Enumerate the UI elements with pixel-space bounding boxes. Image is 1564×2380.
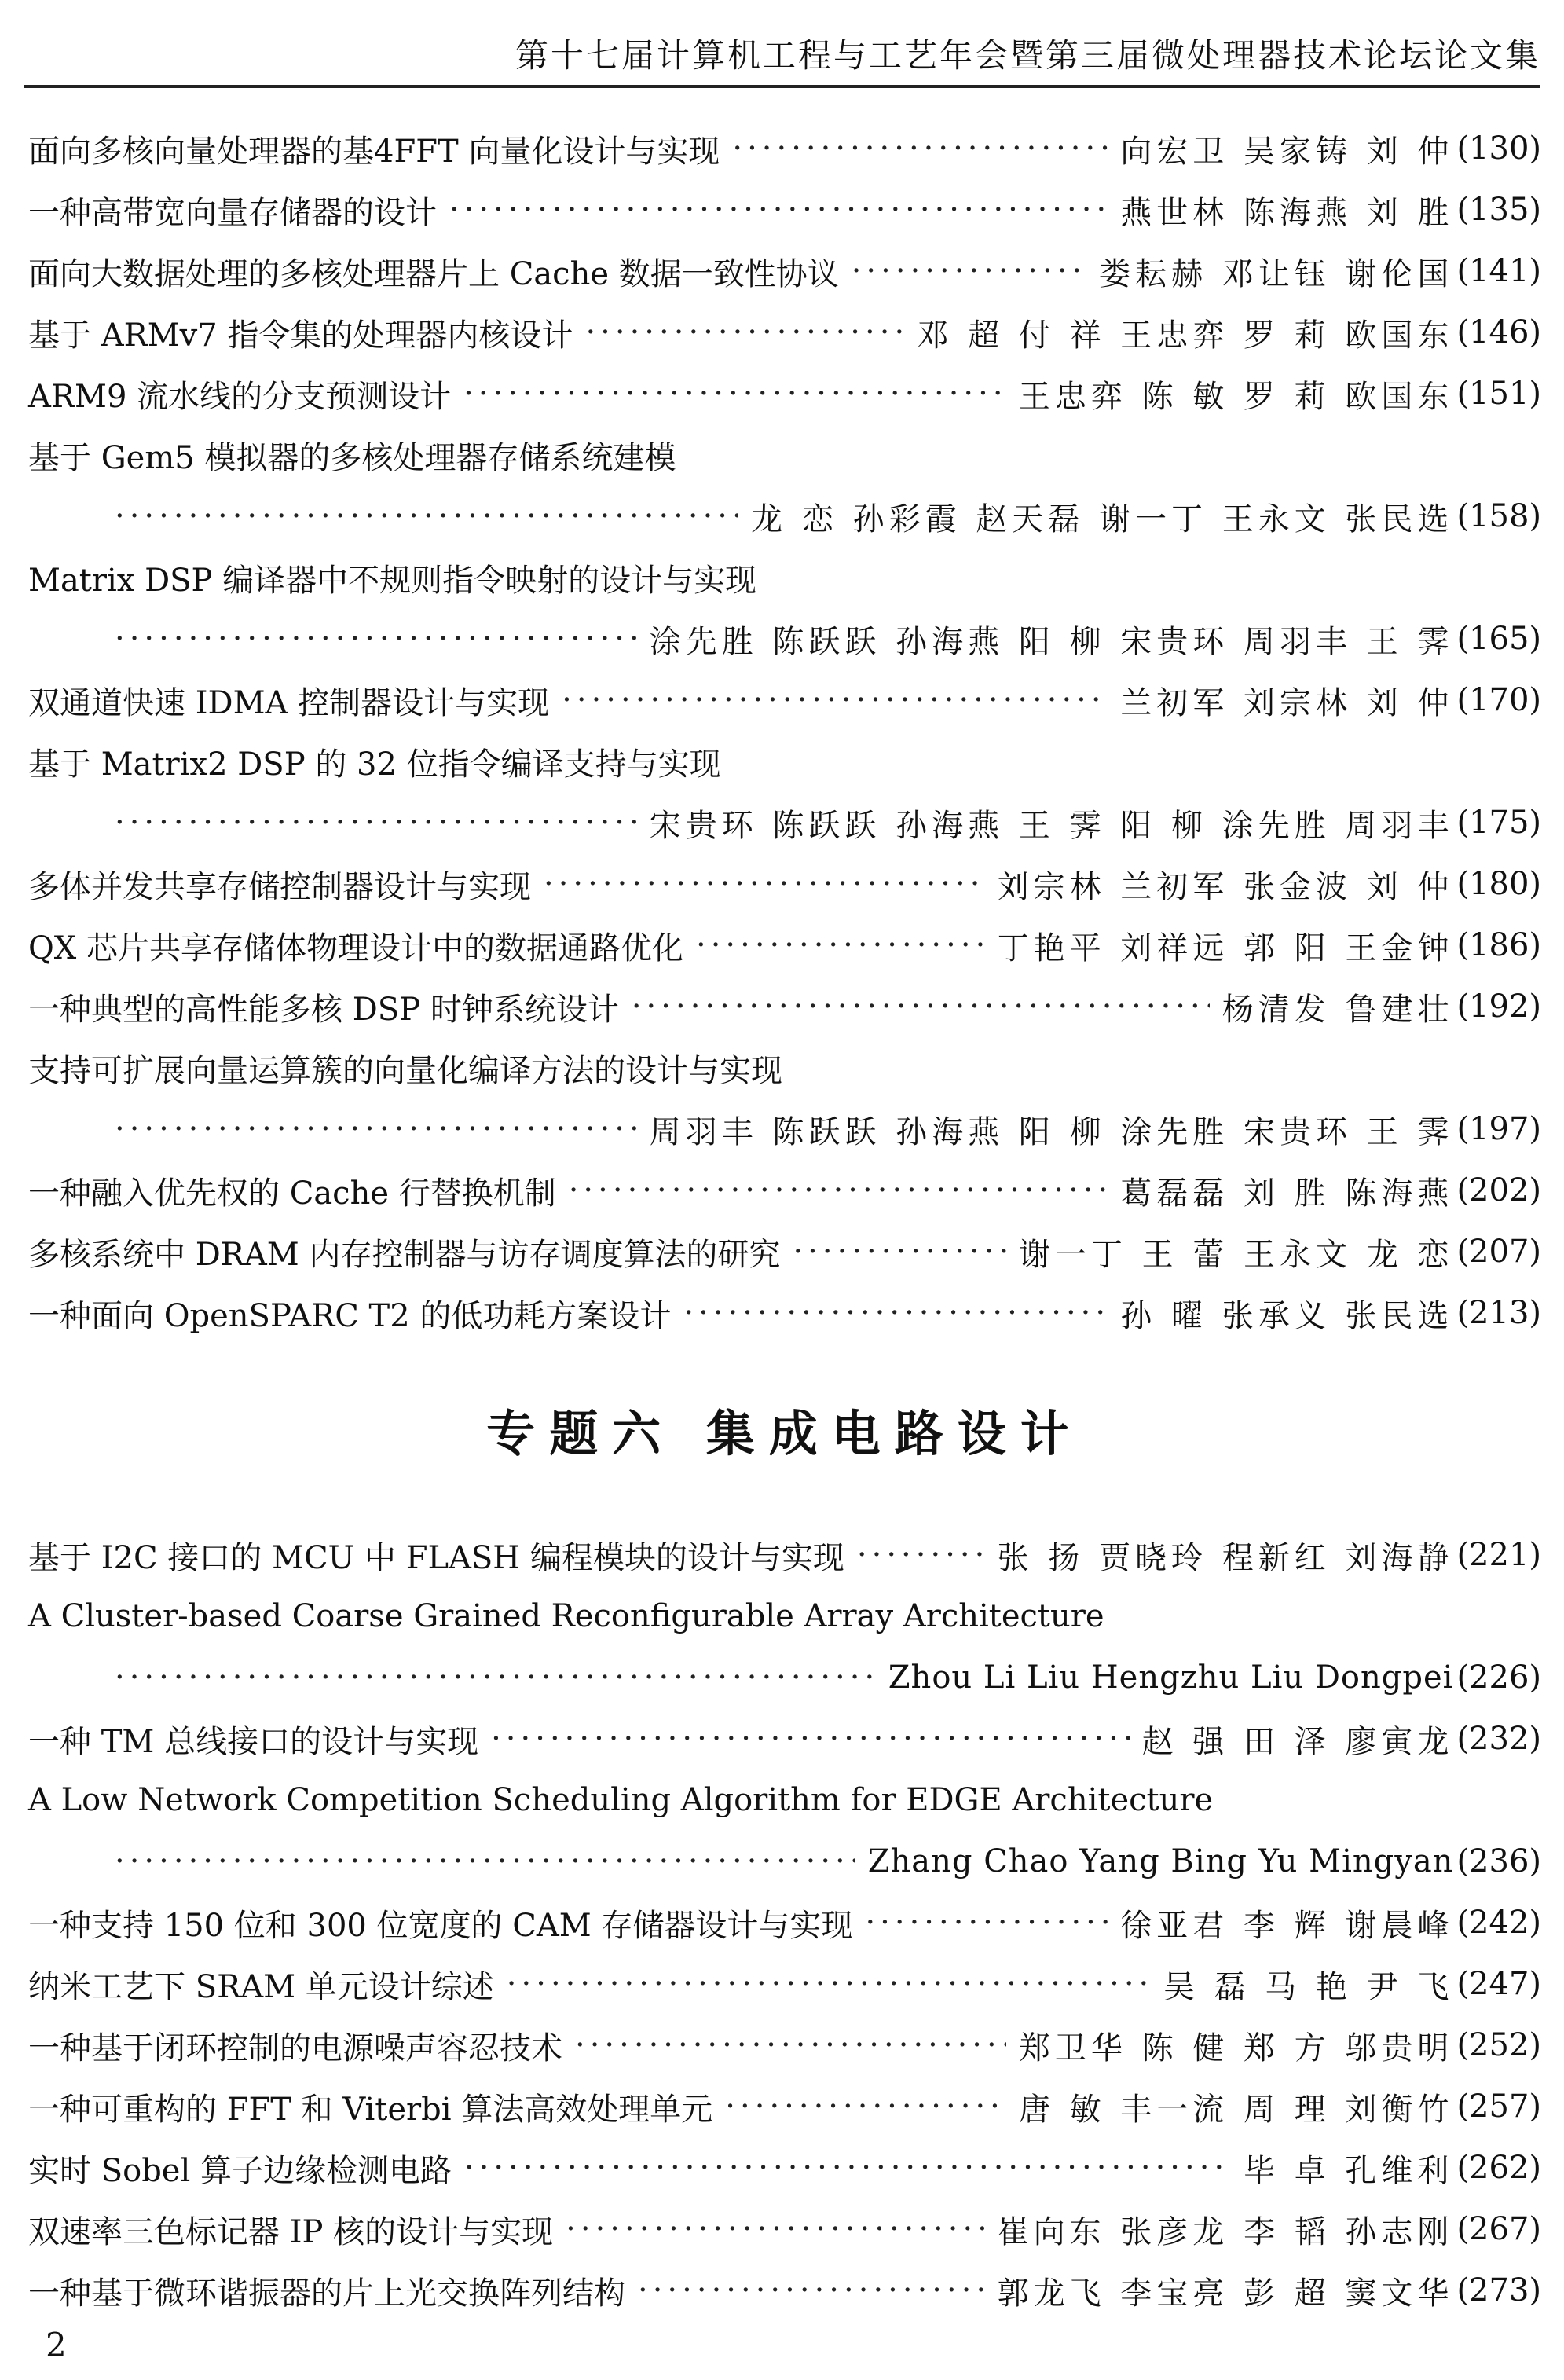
dot-leader [491, 1721, 1130, 1757]
toc-entry [28, 1282, 1541, 1344]
dot-leader [683, 1295, 1108, 1331]
entry-title: 一种典型的高性能多核 DSP 时钟系统设计 [28, 991, 619, 1028]
dot-leader [696, 927, 985, 963]
entry-authors: 丁艳平 刘祥远 郭 阳 王金钟 [997, 930, 1454, 966]
entry-page: (165) [1456, 621, 1541, 657]
toc-group-a [28, 118, 1541, 1344]
entry-title: 一种 TM 总线接口的设计与实现 [28, 1723, 479, 1760]
toc-entry [28, 424, 1541, 486]
entry-authors: 娄耘赫 邓让钰 谢伦国 [1099, 255, 1454, 292]
entry-title: 基于 I2C 接口的 MCU 中 FLASH 编程模块的设计与实现 [28, 1539, 844, 1576]
toc-entry [28, 915, 1541, 976]
toc-entry [28, 2076, 1541, 2137]
entry-title: 基于 ARMv7 指令集的处理器内核设计 [28, 317, 573, 354]
entry-page: (236) [1456, 1843, 1541, 1879]
entry-title: 一种高带宽向量存储器的设计 [28, 194, 437, 231]
dot-leader [115, 805, 637, 841]
entry-title: 一种融入优先权的 Cache 行替换机制 [28, 1175, 556, 1212]
toc-entry [28, 486, 1541, 547]
toc-entry [28, 1524, 1541, 1586]
entry-title: 基于 Gem5 模拟器的多核处理器存储系统建模 [28, 439, 676, 476]
dot-leader [638, 2272, 985, 2308]
entry-page: (273) [1456, 2272, 1541, 2308]
entry-authors: 吴 磊 马 艳 尹 飞 [1163, 1968, 1454, 2005]
entry-page: (180) [1456, 866, 1541, 902]
entry-authors: 唐 敏 丰一流 周 理 刘衡竹 [1018, 2091, 1454, 2128]
entry-page: (192) [1456, 988, 1541, 1025]
dot-leader [115, 1843, 855, 1879]
entry-authors: 邓 超 付 祥 王忠弈 罗 莉 欧国东 [917, 317, 1454, 354]
toc-entry [28, 608, 1541, 669]
entry-title: 一种可重构的 FFT 和 Viterbi 算法高效处理单元 [28, 2091, 713, 2128]
dot-leader [575, 2027, 1006, 2063]
dot-leader [464, 2150, 1231, 2186]
toc-entry [28, 1647, 1541, 1708]
entry-page: (267) [1456, 2211, 1541, 2247]
dot-leader [566, 2211, 984, 2247]
entry-title: 一种基于闭环控制的电源噪声容忍技术 [28, 2030, 562, 2066]
dot-leader [115, 1111, 637, 1147]
entry-page: (207) [1456, 1234, 1541, 1270]
entry-authors: 徐亚君 李 辉 谢晨峰 [1120, 1907, 1454, 1944]
entry-page: (242) [1456, 1905, 1541, 1941]
entry-title: QX 芯片共享存储体物理设计中的数据通路优化 [28, 930, 683, 966]
entry-title: 基于 Matrix2 DSP 的 32 位指令编译支持与实现 [28, 746, 721, 783]
entry-authors: 兰初军 刘宗林 刘 仲 [1120, 684, 1454, 721]
entry-title: 双通道快速 IDMA 控制器设计与实现 [28, 684, 550, 721]
dot-leader [544, 866, 985, 902]
entry-page: (252) [1456, 2027, 1541, 2063]
entry-title: 纳米工艺下 SRAM 单元设计综述 [28, 1968, 494, 2005]
entry-authors: 王忠弈 陈 敏 罗 莉 欧国东 [1018, 378, 1454, 415]
entry-page: (186) [1456, 927, 1541, 963]
entry-page: (232) [1456, 1721, 1541, 1757]
entry-title: 面向大数据处理的多核处理器片上 Cache 数据一致性协议 [28, 255, 839, 292]
entry-title: 一种面向 OpenSPARC T2 的低功耗方案设计 [28, 1297, 672, 1334]
toc-entry [28, 2260, 1541, 2321]
entry-title: Matrix DSP 编译器中不规则指令映射的设计与实现 [28, 562, 757, 599]
entry-title: 一种基于微环谐振器的片上光交换阵列结构 [28, 2275, 625, 2312]
entry-title: A Cluster-based Coarse Grained Reconfigurable Array Architecture [28, 1598, 1104, 1634]
dot-leader [852, 253, 1086, 289]
dot-leader [632, 988, 1210, 1025]
entry-page: (141) [1456, 253, 1541, 289]
entry-authors: 涂先胜 陈跃跃 孙海燕 阳 柳 宋贵环 周羽丰 王 霁 [649, 623, 1454, 660]
dot-leader [115, 1659, 876, 1696]
dot-leader [449, 192, 1108, 228]
entry-authors: 毕 卓 孔维利 [1244, 2152, 1454, 2189]
entry-page: (175) [1456, 805, 1541, 841]
entry-authors: 谢一丁 王 蕾 王永文 龙 恋 [1018, 1236, 1454, 1273]
entry-authors: 葛磊磊 刘 胜 陈海燕 [1120, 1175, 1454, 1212]
dot-leader [115, 621, 637, 657]
entry-title: 支持可扩展向量运算簇的向量化编译方法的设计与实现 [28, 1052, 782, 1089]
entry-title: A Low Network Competition Scheduling Algorithm for EDGE Architecture [28, 1782, 1214, 1818]
entry-page: (257) [1456, 2088, 1541, 2125]
dot-leader [585, 314, 904, 350]
section-title: 专题六 集成电路设计 [486, 1405, 1083, 1462]
entry-authors: 郑卫华 陈 健 郑 方 邬贵明 [1018, 2030, 1454, 2066]
toc-entry [28, 1831, 1541, 1892]
toc-entry [28, 1037, 1541, 1098]
toc-entry [28, 1953, 1541, 2015]
toc-entry [28, 1221, 1541, 1282]
entry-authors: 周羽丰 陈跃跃 孙海燕 阳 柳 涂先胜 宋贵环 王 霁 [649, 1113, 1454, 1150]
dot-leader [463, 376, 1006, 412]
dot-leader [569, 1172, 1108, 1208]
entry-authors: 杨清发 鲁建壮 [1222, 991, 1454, 1028]
toc-entry [28, 302, 1541, 363]
entry-page: (170) [1456, 682, 1541, 718]
entry-page: (202) [1456, 1172, 1541, 1208]
entry-title: 多体并发共享存储控制器设计与实现 [28, 868, 531, 905]
toc-entry [28, 240, 1541, 302]
toc-entry [28, 363, 1541, 424]
entry-title: 双速率三色标记器 IP 核的设计与实现 [28, 2213, 554, 2250]
toc-entry [28, 853, 1541, 915]
entry-page: (151) [1456, 376, 1541, 412]
table-of-contents [28, 118, 1541, 2321]
entry-authors: 龙 恋 孙彩霞 赵天磊 谢一丁 王永文 张民选 [751, 501, 1454, 537]
entry-authors: 向宏卫 吴家铸 刘 仲 [1120, 133, 1454, 170]
toc-entry [28, 2015, 1541, 2076]
entry-page: (221) [1456, 1537, 1541, 1573]
running-header: 第十七届计算机工程与工艺年会暨第三届微处理器技术论坛论文集 [515, 36, 1540, 75]
entry-authors: 刘宗林 兰初军 张金波 刘 仲 [997, 868, 1454, 905]
toc-entry [28, 1160, 1541, 1221]
entry-authors: 孙 曜 张承义 张民选 [1120, 1297, 1454, 1334]
dot-leader [562, 682, 1108, 718]
toc-entry [28, 1708, 1541, 1769]
toc-entry [28, 2198, 1541, 2260]
dot-leader [507, 1966, 1151, 2002]
entry-authors: Zhou Li Liu Hengzhu Liu Dongpei [888, 1659, 1454, 1696]
toc-entry [28, 547, 1541, 608]
entry-page: (247) [1456, 1966, 1541, 2002]
header-rule [24, 85, 1540, 88]
toc-entry [28, 731, 1541, 792]
entry-title: 实时 Sobel 算子边缘检测电路 [28, 2152, 452, 2189]
entry-authors: 张 扬 贾晓玲 程新红 刘海静 [997, 1539, 1454, 1576]
page-number: 2 [46, 2326, 67, 2364]
toc-entry [28, 1586, 1541, 1647]
entry-page: (130) [1456, 130, 1541, 167]
entry-title: ARM9 流水线的分支预测设计 [28, 378, 452, 415]
entry-page: (197) [1456, 1111, 1541, 1147]
entry-page: (135) [1456, 192, 1541, 228]
entry-page: (226) [1456, 1659, 1541, 1696]
entry-authors: 宋贵环 陈跃跃 孙海燕 王 霁 阳 柳 涂先胜 周羽丰 [649, 807, 1454, 844]
entry-page: (262) [1456, 2150, 1541, 2186]
entry-title: 面向多核向量处理器的基4FFT 向量化设计与实现 [28, 133, 720, 170]
entry-authors: 赵 强 田 泽 廖寅龙 [1141, 1723, 1454, 1760]
entry-title: 多核系统中 DRAM 内存控制器与访存调度算法的研究 [28, 1236, 781, 1273]
dot-leader [857, 1537, 985, 1573]
entry-title: 一种支持 150 位和 300 位宽度的 CAM 存储器设计与实现 [28, 1907, 853, 1944]
entry-page: (213) [1456, 1295, 1541, 1331]
dot-leader [732, 130, 1108, 167]
dot-leader [865, 1905, 1108, 1941]
entry-authors: 郭龙飞 李宝亮 彭 超 窦文华 [997, 2275, 1454, 2312]
dot-leader [725, 2088, 1006, 2125]
entry-authors: 燕世林 陈海燕 刘 胜 [1120, 194, 1454, 231]
entry-authors: Zhang Chao Yang Bing Yu Mingyan [867, 1843, 1454, 1879]
toc-entry [28, 118, 1541, 179]
toc-entry [28, 669, 1541, 731]
entry-page: (146) [1456, 314, 1541, 350]
toc-entry [28, 792, 1541, 853]
toc-entry [28, 1098, 1541, 1160]
toc-group-b [28, 1524, 1541, 2321]
toc-entry [28, 1892, 1541, 1953]
dot-leader [115, 498, 738, 534]
dot-leader [793, 1234, 1005, 1270]
entry-authors: 崔向东 张彦龙 李 韬 孙志刚 [997, 2213, 1454, 2250]
toc-entry [28, 1769, 1541, 1831]
toc-entry [28, 2137, 1541, 2198]
toc-entry [28, 179, 1541, 240]
toc-entry [28, 976, 1541, 1037]
entry-page: (158) [1456, 498, 1541, 534]
